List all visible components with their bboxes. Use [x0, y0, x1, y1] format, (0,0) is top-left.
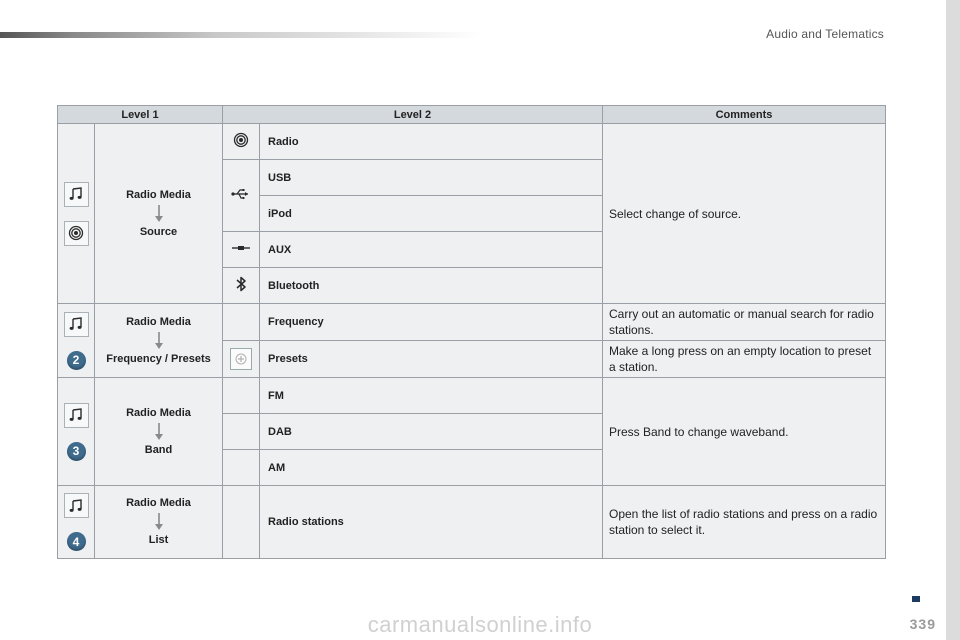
arrow-down-icon — [154, 332, 164, 350]
level1-menu-label: Radio Media — [126, 406, 191, 419]
comment-band: Press Band to change waveband. — [603, 378, 886, 486]
level1-menu-label: Radio Media — [126, 315, 191, 328]
step-number-badge: 4 — [67, 532, 86, 551]
aux-jack-icon — [231, 243, 251, 253]
level2-label-presets: Presets — [260, 341, 603, 378]
level1-sub-label: List — [148, 534, 169, 546]
comment-list: Open the list of radio stations and press on a radio station to select it. — [603, 486, 886, 559]
arrow-down-icon — [154, 423, 164, 441]
header-level2: Level 2 — [223, 106, 603, 124]
level1-icons-cell — [58, 378, 95, 486]
level2-label-radio-stations: Radio stations — [260, 486, 603, 559]
level2-label-fm: FM — [260, 378, 603, 414]
level2-label-am: AM — [260, 450, 603, 486]
level1-icons-cell — [58, 124, 95, 304]
comment-frequency: Carry out an automatic or manual search for radio stations. — [603, 304, 886, 341]
step-number-badge: 3 — [67, 442, 86, 461]
level2-label-bluetooth: Bluetooth — [260, 268, 603, 304]
level2-label-usb: USB — [260, 160, 603, 196]
level2-icon-cell — [223, 268, 260, 304]
table-row — [58, 378, 886, 414]
level1-icons-cell — [58, 304, 95, 378]
level2-icon-cell-empty — [223, 378, 260, 414]
watermark-text: carmanualsonline.info — [367, 612, 593, 637]
arrow-down-icon — [154, 513, 164, 531]
header-level1: Level 1 — [58, 106, 223, 124]
radio-icon — [233, 132, 249, 148]
music-note-icon — [64, 493, 89, 518]
level1-menu-cell-source — [95, 124, 223, 304]
music-note-icon — [64, 312, 89, 337]
table-row — [58, 124, 886, 160]
level1-menu-cell-frequency — [95, 304, 223, 378]
page-number: 339 — [909, 616, 936, 632]
header-rule — [0, 32, 480, 38]
level2-icon-cell — [223, 160, 260, 232]
level2-label-radio: Radio — [260, 124, 603, 160]
level1-menu-label: Radio Media — [126, 497, 191, 509]
table-row — [58, 486, 886, 559]
table-row — [58, 304, 886, 341]
level2-label-dab: DAB — [260, 414, 603, 450]
usb-icon — [231, 188, 251, 200]
level2-icon-cell-empty — [223, 304, 260, 341]
level1-sub-label: Source — [139, 225, 178, 238]
level2-icon-cell — [223, 341, 260, 378]
level2-label-frequency: Frequency — [260, 304, 603, 341]
level1-menu-cell-list — [95, 486, 223, 559]
preset-add-icon — [230, 348, 252, 370]
page-header-title: Audio and Telematics — [766, 27, 884, 41]
music-note-icon — [64, 403, 89, 428]
level1-icons-cell — [58, 486, 95, 559]
header-comments: Comments — [603, 106, 886, 124]
level2-icon-cell-empty — [223, 414, 260, 450]
arrow-down-icon — [154, 205, 164, 223]
level2-icon-cell — [223, 232, 260, 268]
level1-sub-label: Frequency / Presets — [106, 352, 211, 365]
bluetooth-icon — [235, 276, 247, 292]
step-number-badge: 2 — [67, 351, 86, 370]
page-edge-strip — [946, 0, 960, 640]
level1-menu-cell-band — [95, 378, 223, 486]
radio-icon — [64, 221, 89, 246]
music-note-icon — [64, 182, 89, 207]
level2-icon-cell-empty — [223, 486, 260, 559]
level2-label-ipod: iPod — [260, 196, 603, 232]
level2-icon-cell — [223, 124, 260, 160]
level2-label-aux: AUX — [260, 232, 603, 268]
level1-menu-label: Radio Media — [126, 188, 191, 201]
comment-presets: Make a long press on an empty location to preset a station. — [603, 341, 886, 378]
table-header-row — [58, 106, 886, 124]
level1-sub-label: Band — [144, 443, 173, 456]
level2-icon-cell-empty — [223, 450, 260, 486]
comment-source: Select change of source. — [603, 124, 886, 304]
menu-table — [57, 105, 886, 559]
page-marker — [912, 596, 920, 602]
